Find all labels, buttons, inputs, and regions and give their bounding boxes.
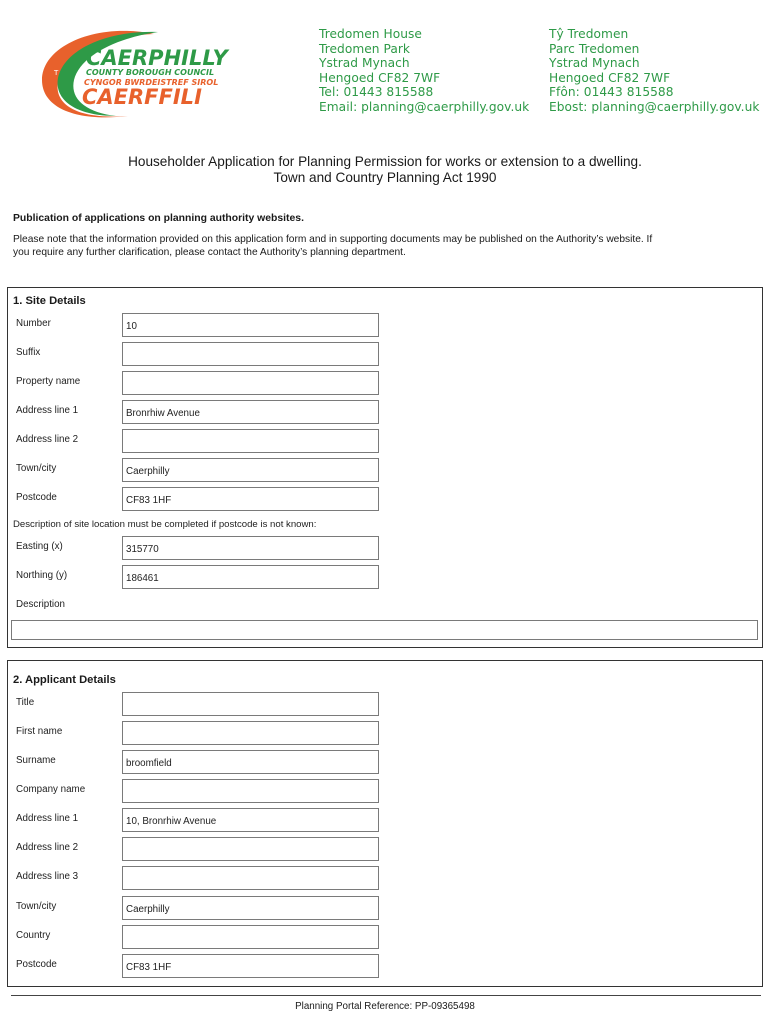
publication-note-line: Please note that the information provided on this application form and in supporting documents may be published on the Authority’s website. If bbox=[13, 234, 653, 245]
property-name-field[interactable] bbox=[122, 371, 379, 395]
applicant-town-city-label: Town/city bbox=[16, 901, 57, 912]
publication-note bbox=[13, 234, 758, 259]
applicant-details-section bbox=[7, 660, 763, 987]
publication-note-line: you require any further clarification, please contact the Authority’s planning department. bbox=[13, 246, 406, 258]
address-line: Tŷ Tredomen bbox=[549, 27, 629, 41]
address-phone: Tel: 01443 815588 bbox=[319, 85, 434, 100]
footer-divider bbox=[11, 995, 761, 996]
publication-heading: Publication of applications on planning authority websites. bbox=[13, 213, 304, 224]
address-line1-field[interactable]: Bronrhiw Avenue bbox=[122, 400, 379, 424]
number-field[interactable]: 10 bbox=[122, 313, 379, 337]
site-location-note: Description of site location must be completed if postcode is not known: bbox=[13, 519, 317, 530]
address-line: Hengoed CF82 7WF bbox=[549, 70, 671, 85]
address-line: Ystrad Mynach bbox=[549, 56, 640, 71]
form-title bbox=[0, 154, 770, 185]
site-details-section bbox=[7, 287, 763, 648]
description-field[interactable] bbox=[11, 620, 758, 640]
town-city-field[interactable]: Caerphilly bbox=[122, 458, 379, 482]
applicant-address-line1-label: Address line 1 bbox=[16, 813, 79, 824]
svg-text:CAERPHILLY: CAERPHILLY bbox=[86, 46, 228, 70]
description-label: Description bbox=[16, 599, 66, 610]
town-city-label: Town/city bbox=[16, 463, 57, 474]
country-label: Country bbox=[16, 930, 51, 941]
applicant-postcode-field[interactable]: CF83 1HF bbox=[122, 954, 379, 978]
planning-portal-reference: Planning Portal Reference: PP-09365498 bbox=[295, 1001, 475, 1012]
form-title-line1: Householder Application for Planning Permission for works or extension to a dwelling. bbox=[128, 154, 642, 169]
applicant-address-line2-field[interactable] bbox=[122, 837, 379, 861]
council-logo bbox=[36, 28, 286, 120]
address-line: Tredomen Park bbox=[319, 41, 411, 56]
applicant-address-line3-label: Address line 3 bbox=[16, 871, 79, 882]
first-name-label: First name bbox=[16, 726, 63, 737]
company-name-field[interactable] bbox=[122, 779, 379, 803]
applicant-address-line3-field[interactable] bbox=[122, 866, 379, 890]
address-line2-label: Address line 2 bbox=[16, 434, 79, 445]
company-name-label: Company name bbox=[16, 784, 86, 795]
svg-text:T: T bbox=[54, 69, 59, 77]
title-label: Title bbox=[16, 697, 35, 708]
surname-field[interactable]: broomfield bbox=[122, 750, 379, 774]
address-line1-label: Address line 1 bbox=[16, 405, 79, 416]
property-name-label: Property name bbox=[16, 376, 81, 387]
address-welsh bbox=[549, 27, 759, 115]
northing-field[interactable]: 186461 bbox=[122, 565, 379, 589]
svg-text:CAERFFILI: CAERFFILI bbox=[82, 85, 202, 109]
form-title-line2: Town and Country Planning Act 1990 bbox=[273, 169, 497, 185]
suffix-field[interactable] bbox=[122, 342, 379, 366]
country-field[interactable] bbox=[122, 925, 379, 949]
easting-field[interactable]: 315770 bbox=[122, 536, 379, 560]
applicant-address-line2-label: Address line 2 bbox=[16, 842, 79, 853]
number-label: Number bbox=[16, 318, 51, 329]
section-title: 2. Applicant Details bbox=[13, 674, 116, 686]
surname-label: Surname bbox=[16, 755, 56, 766]
applicant-address-line1-field[interactable]: 10, Bronrhiw Avenue bbox=[122, 808, 379, 832]
section-title: 1. Site Details bbox=[13, 295, 86, 307]
address-line2-field[interactable] bbox=[122, 429, 379, 453]
northing-label: Northing (y) bbox=[16, 570, 68, 581]
address-line: Hengoed CF82 7WF bbox=[319, 70, 441, 85]
title-field[interactable] bbox=[122, 692, 379, 716]
postcode-field[interactable]: CF83 1HF bbox=[122, 487, 379, 511]
address-line: Tredomen House bbox=[319, 27, 422, 41]
first-name-field[interactable] bbox=[122, 721, 379, 745]
applicant-town-city-field[interactable]: Caerphilly bbox=[122, 896, 379, 920]
suffix-label: Suffix bbox=[16, 347, 41, 358]
address-english bbox=[319, 27, 529, 115]
address-line: Ystrad Mynach bbox=[319, 56, 410, 71]
applicant-postcode-label: Postcode bbox=[16, 959, 57, 970]
easting-label: Easting (x) bbox=[16, 541, 63, 552]
svg-text:COUNTY BOROUGH COUNCIL: COUNTY BOROUGH COUNCIL bbox=[86, 68, 215, 77]
svg-text:CYNGOR BWRDEISTREF SIROL: CYNGOR BWRDEISTREF SIROL bbox=[84, 78, 219, 87]
address-line: Parc Tredomen bbox=[549, 41, 640, 56]
address-phone: Ffôn: 01443 815588 bbox=[549, 85, 674, 100]
postcode-label: Postcode bbox=[16, 492, 57, 503]
address-email: Ebost: planning@caerphilly.gov.uk bbox=[549, 99, 760, 114]
address-email: Email: planning@caerphilly.gov.uk bbox=[319, 99, 530, 114]
